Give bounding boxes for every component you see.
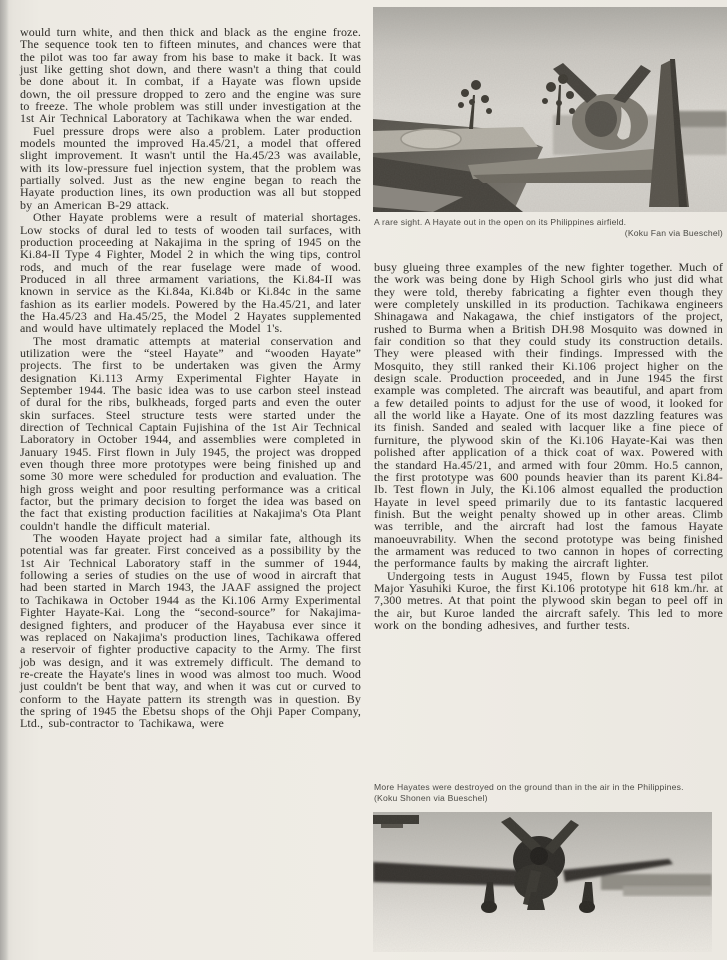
- paragraph-material-shortages: Other Hayate problems were a result of material shortages. Low stocks of dural led to tests of wooden tail surfaces, with production proceeding at Nakajima in the spring of 1945 on the Ki.84-II Type 4 Fighter, Model 2 in which the wing tips, control rods, and much of the rear fuselage were made of wood. Produced in all three armament variations, the Ki.84-II was known in service as the Ki.84a, Ki.84b or Ki.84c in the same fashion as its earlier models. Powered by the Ha.45/21, and later the Ha.45/23 and Ha.45/25, the Model 2 Hayates supplemented and would have ultimately replaced the Model 1's.: [20, 210, 361, 336]
- paragraph-fuel-pressure: Fuel pressure drops were also a problem. Later production models mounted the improved Ha.45/21, a model that offered slight improvement. It wasn't until the Ha.45/23 was available, with its low-pressure fuel injection system, that the problem was partially solved. Just as the new engine began to reach the Hayate production lines, its own production was all but stopped by an American B-29 attack.: [20, 123, 361, 212]
- photo-caption-bottom: More Hayates were destroyed on the ground than in the air in the Philippines. (Koku Shonen via Bueschel): [374, 782, 684, 803]
- paragraph-engine-freeze: would turn white, and then thick and black as the engine froze. The sequence took ten to fifteen minutes, and chances were that the pilot was too far away from his base to make it back. It was just like getting shot down, and there wasn't a thing that could be done about it. In combat, if a Hayate was flown upside down, the oil pressure dropped to zero and the engine was sure to freeze. The whole problem was still under investigation at the 1st Air Technical Laboratory at Tachikawa when the war ended.: [20, 25, 361, 126]
- right-text-column: [374, 261, 723, 631]
- photo-caption-top: [374, 217, 723, 238]
- left-text-column: [20, 26, 361, 730]
- caption-line: A rare sight. A Hayate out in the open on its Philippines airfield.: [374, 217, 627, 227]
- photo-hayate-head-on: [373, 812, 712, 952]
- paragraph-steel-hayate: The most dramatic attempts at material conservation and utilization were the “steel Hayate” and “wooden Hayate” projects. The first to be undertaken was given the Army designation Ki.113 Army Experimental Fighter Hayate in September 1944. The basic idea was to use carbon steel instead of dural for the ribs, bulkheads, forged parts and even the outer skin surfaces. Steel structure tests were started under the direction of Technical Captain Fujishina of the 1st Air Technical Laboratory in October 1944, and assemblies were completed in January 1945. First flown in July 1945, the project was dropped even though three more prototypes were being finished up and some 30 more were scheduled for production and evaluation. The high gross weight and poor resulting performance was a critical factor, but the primary decision to forget the idea was based on the fact that existing production facilities at Nakajima's Ota Plant couldn't handle the difficult material.: [20, 333, 362, 533]
- film-grain-2: [373, 812, 712, 952]
- photo-hayate-airfield: [373, 7, 727, 212]
- photo-hayate-airfield-image: [373, 7, 727, 212]
- page-edge-shadow: [0, 0, 9, 960]
- caption-credit: (Koku Fan via Bueschel): [624, 227, 723, 238]
- paragraph-ki106-tests: Undergoing tests in August 1945, flown by Fussa test pilot Major Yasuhiki Kuroe, the first Ki.106 prototype hit 618 km./hr. at 7,300 metres. At that point the plywood skin began to peel off in the air, but Kuroe landed the aircraft safely. This led to more work on the bonding adhesives, and further tests.: [374, 568, 724, 632]
- paragraph-ki106-build: busy glueing three examples of the new fighter together. Much of the work was being done by High School girls who just did what they were told, thereby fabricating a fighter even though they were completely unskilled in its production. Tachikawa engineers Shinagawa and Nakagawa, the chief instigators of the project, rushed to Burma when a British DH.98 Mosquito was downed in fair condition so that they could study its construction details. They were pleased with their findings. Impressed with the Mosquito, they still ranked their Ki.106 project higher on the design scale. Production proceeded, and in June 1945 the first example was completed. The aircraft was beautiful, and apart from a few detailed points to adjust for the use of wood, it looked for all the world like a Hayate. One of its most dazzling features was its finish. Sanded and sealed with lacquer like a fine piece of furniture, the plywood skin of the Ki.106 Hayate-Kai was then polished after application of a thick coat of wax. Powered with the standard Ha.45/21, and armed with four 20mm. Ho.5 cannon, the first prototype was 600 pounds heavier than its parent Ki.84-Ib. Test flown in July, the Ki.106 almost equalled the production Hayate in level speed primarily due to its fantastic lacquered finish. But the weight penalty showed up in other areas. Climb was terrible, and the aircraft had lost the famous Hayate manoeuvrability. When the second prototype was being finished the armament was reduced to two cannon in hopes of correcting the performance faults by making the aircraft lighter.: [374, 260, 723, 571]
- film-grain: [373, 7, 727, 212]
- paragraph-wooden-hayate: The wooden Hayate project had a similar fate, although its potential was far greater. First conceived as a possibility by the 1st Air Technical Laboratory staff in the summer of 1944, following a series of studies on the use of wood in aircraft that had been started in March 1943, the JAAF assigned the project to Tachikawa in October 1944 as the Ki.106 Army Experimental Fighter Hayate-Kai. Long the “second-source” for Nakajima-designed fighters, and producer of the Hayabusa ever since it was replaced on Nakajima's production lines, Tachikawa offered a reservoir of fighter productive capacity to the Army. The first job was design, and it was extremely difficult. The demand to re-create the Hayate's lines in wood was almost too much. Wood just couldn't be bent that way, and when it was cut or curved to conform to the Hayate pattern its strength was in question. By the spring of 1945 the Ebetsu shops of the Ohji Paper Company, Ltd., sub-contractor to Tachikawa, were: [20, 531, 361, 731]
- photo-hayate-head-on-image: [373, 812, 712, 952]
